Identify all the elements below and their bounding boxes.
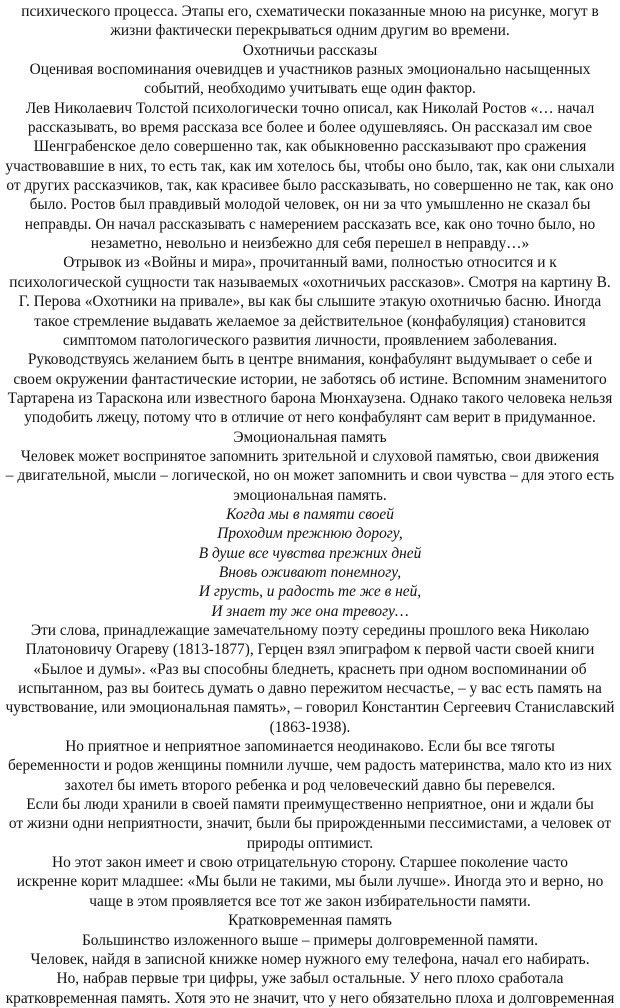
poem-line: В душе все чувства прежних дней xyxy=(198,544,422,562)
text-line: Шенграбенское дело совершенно так, как обыкновенно рассказывают про сражения xyxy=(33,138,587,156)
section-heading-emotional-memory xyxy=(2,428,618,447)
text-line: уподобить лжецу, потому что в отличие от него конфабулянт сам верит в придуманное. xyxy=(24,409,596,427)
section-heading: Кратковременная память xyxy=(228,912,392,930)
text-line: Человек может воспринятое запомнить зрительной и слуховой памятью, свои движения xyxy=(20,447,600,465)
text-line: Г. Перова «Охотники на привале», вы как бы слышите этакую охотничью басню. Иногда xyxy=(18,293,602,311)
text-line: Человек, найдя в записной книжке номер нужного ему телефона, начал его набирать. xyxy=(30,950,590,968)
poem-line: Когда мы в памяти своей xyxy=(226,505,394,523)
text-line: Оценивая воспоминания очевидцев и участников разных эмоционально насыщенных xyxy=(29,61,591,79)
text-line: беременности и родов женщины помнили лучше, чем радость материнства, мало кто из них xyxy=(8,757,612,775)
text-line: незаметно, невольно и неизбежно для себя перешел в неправду…» xyxy=(90,235,530,253)
poem-ogarev xyxy=(2,505,618,621)
section-heading-short-term-memory xyxy=(2,911,618,930)
text-line: кратковременная память. Хотя это не значит, что у него обязательно плоха и долговременная xyxy=(5,989,615,1007)
poem-line: И знает ту же она тревогу… xyxy=(211,602,409,620)
text-line: «Былое и думы». «Раз вы способны бледнеть, краснеть при одном воспоминании об xyxy=(33,660,587,678)
text-line: жизни фактически перекрываться одним другим во времени. xyxy=(110,22,510,40)
text-line: чаще в этом проявляется все тот же закон избирательности памяти. xyxy=(89,892,531,910)
paragraph-confabulant xyxy=(2,350,618,427)
text-line: (1863-1938). xyxy=(269,718,351,736)
text-line: было. Ростов был правдивый молодой человек, он ни за что умышленно не сказал бы xyxy=(29,196,591,214)
paragraph-negative-side xyxy=(2,853,618,911)
text-line: симптомом патологического развития личности, проявлением заболевания. xyxy=(62,331,558,349)
paragraph-eyewitness-memories xyxy=(2,60,618,99)
paragraph-herzen-stanislavsky xyxy=(2,621,618,737)
poem-line: Вновь оживают понемногу, xyxy=(218,563,402,581)
text-line: от жизни одни неприятности, значит, были бы прирожденными пессимистами, а человек от xyxy=(8,815,612,833)
poem-line: Проходим прежнюю дорогу, xyxy=(217,525,403,543)
text-line: Эти слова, принадлежащие замечательному поэту середины прошлого века Николаю xyxy=(30,622,590,639)
text-line: от других рассказчиков, так, как красивее было рассказывать, но совершенно не так, как оно xyxy=(6,177,614,195)
paragraph-pessimists xyxy=(2,795,618,853)
section-heading-hunting-stories xyxy=(2,41,618,60)
paragraph-phone-number xyxy=(2,950,618,1008)
text-line: Руководствуясь желанием быть в центре внимания, конфабулянт выдумывает о себе и xyxy=(27,351,593,369)
text-line: психического процесса. Этапы его, схематически показанные мною на рисунке, могут в xyxy=(21,3,599,20)
text-line: Если бы люди хранили в своей памяти преимущественно неприятное, они и ждали бы xyxy=(26,796,594,814)
poem-line: И грусть, и радость те же в ней, xyxy=(198,583,422,601)
section-heading: Эмоциональная память xyxy=(233,428,387,446)
paragraph-long-term-examples xyxy=(2,931,618,950)
text-line: участвовавшие в них, то есть так, как им хотелось бы, чтобы оно было, так, как они слыхали xyxy=(5,157,615,175)
text-line: Лев Николаевич Толстой психологически точно описал, как Николай Ростов «… начал xyxy=(25,99,595,117)
text-line: чувствование, или эмоциональная память», – говорил Константин Сергеевич Станиславский xyxy=(5,699,615,717)
text-line: Но, набрав первые три цифры, уже забыл остальные. У него плохо сработала xyxy=(56,970,564,988)
paragraph-pleasant-unpleasant xyxy=(2,737,618,795)
text-line: своем окружении фантастические истории, не заботясь об истине. Вспомним знаменитого xyxy=(13,370,607,388)
text-line: Платоновичу Огареву (1813-1877), Герцен взял эпиграфом к первой части своей книги xyxy=(25,641,595,659)
paragraph-intro-continuation xyxy=(2,2,618,41)
text-line: Но этот закон имеет и свою отрицательную сторону. Старшее поколение часто xyxy=(52,854,568,872)
paragraph-war-and-peace xyxy=(2,253,618,350)
text-line: испытанном, раз вы боитесь думать о давно пережитом несчастье, – у вас есть память на xyxy=(18,680,602,698)
text-line: – двигательной, мысли – логической, но он может запомнить и свои чувства – для этого есть xyxy=(5,467,615,485)
text-line: эмоциональная память. xyxy=(233,486,387,504)
text-line: неправды. Он начал рассказывать с намерением рассказать все, как оно точно было, но xyxy=(24,215,596,233)
text-line: Тартарена из Тараскона или известного барона Мюнхаузена. Однако такого человека нельзя xyxy=(7,389,613,407)
text-line: природы оптимист. xyxy=(246,834,374,852)
text-line: рассказывать, во время рассказа все более и более одушевляясь. Он рассказал им свое xyxy=(27,119,593,137)
section-heading: Охотничьи рассказы xyxy=(242,41,378,59)
paragraph-emotional-memory-intro xyxy=(2,447,618,505)
text-line: Но приятное и неприятное запоминается неодинаково. Если бы все тяготы xyxy=(65,738,555,756)
text-line: Отрывок из «Войны и мира», прочитанный вами, полностью относится и к xyxy=(63,254,557,272)
text-line: Большинство изложенного выше – примеры долговременной памяти. xyxy=(81,931,539,949)
text-line: захотел бы иметь второго ребенка и род человеческий давно бы перевелся. xyxy=(64,776,556,794)
text-line: искренне корит младшее: «Мы были не такими, мы были лучше». Иногда это и верно, но xyxy=(16,873,604,891)
text-line: психологической сущности так называемых «охотничьих рассказов». Смотря на картину В. xyxy=(9,273,611,291)
paragraph-tolstoy-quote xyxy=(2,99,618,254)
text-line: событий, необходимо учитывать еще один фактор. xyxy=(144,80,476,98)
text-line: такое стремление выдавать желаемое за действительное (конфабуляция) становится xyxy=(34,312,586,330)
